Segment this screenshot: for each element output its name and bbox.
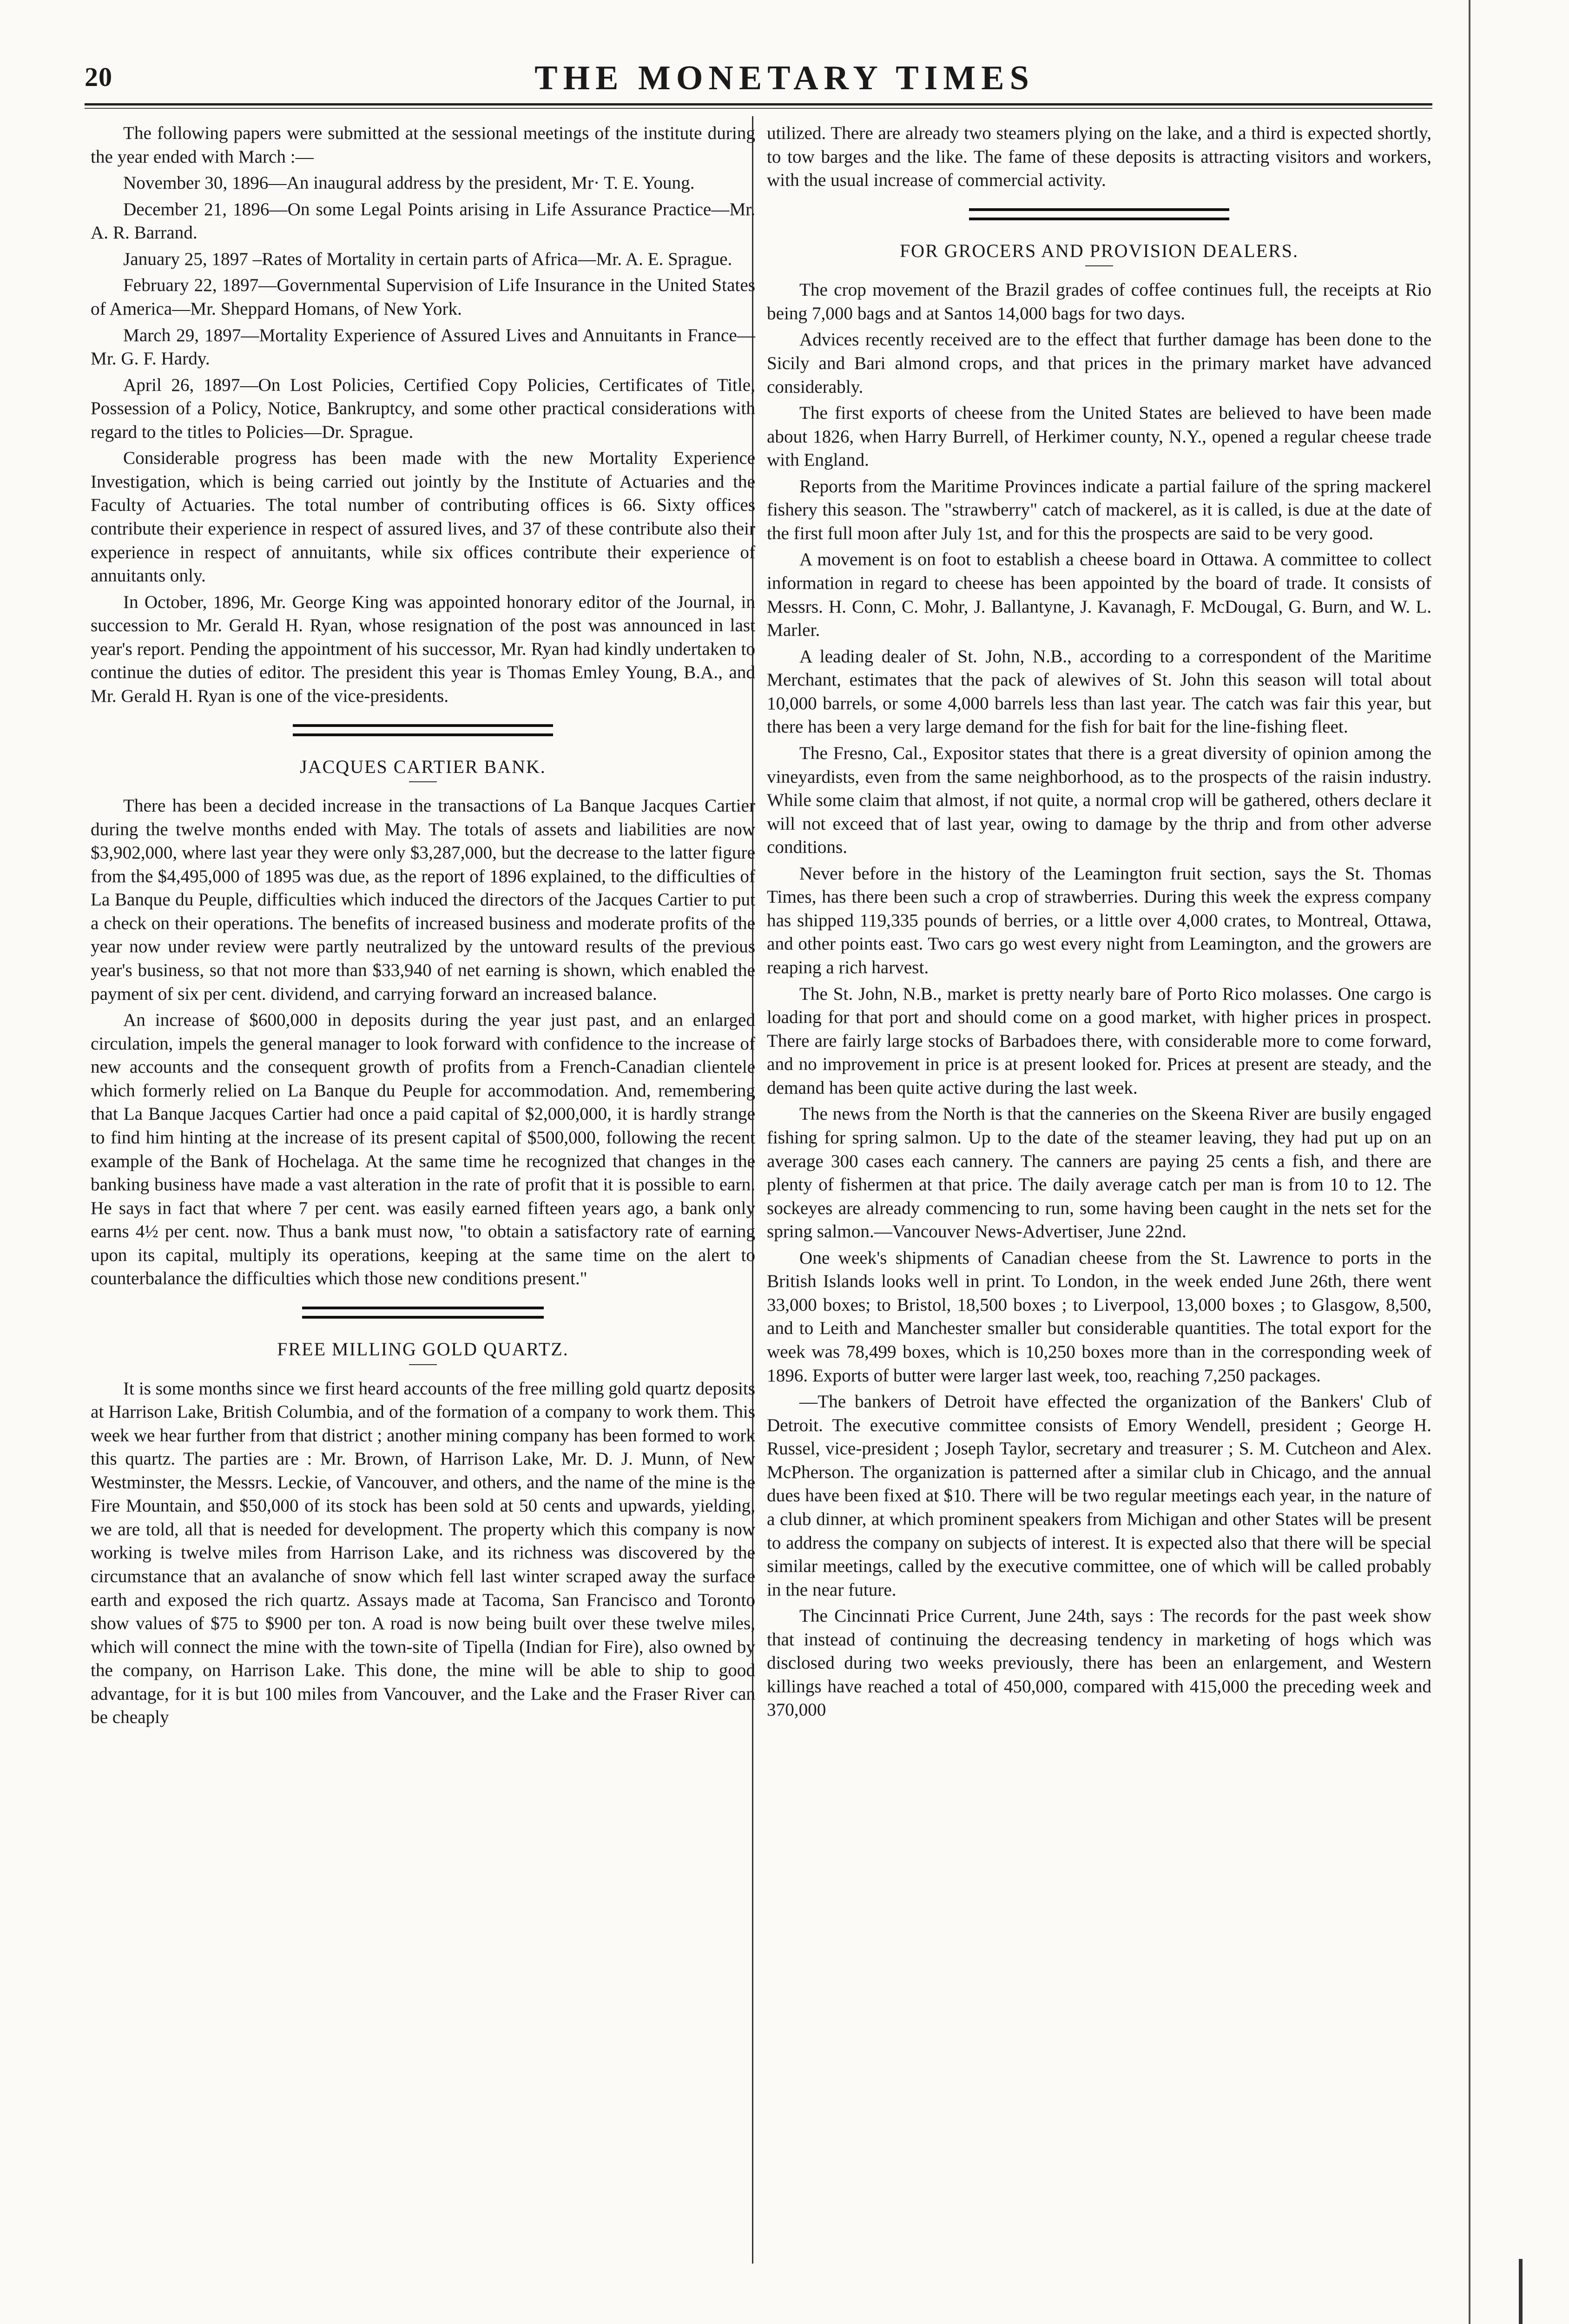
title-dash: [1085, 265, 1113, 266]
paragraph: One week's shipments of Canadian cheese from the St. Lawrence to ports in the British Islands looks well in print. To London, in the week ended June 26th, there went 33,000 boxes; to Bristol, 18,500 boxes ; to Liverpool, 13,000 boxes ; to Glasgow, 8,500, and to Leith and Manchester smaller but considerable quantities. The total export for the week was 78,499 boxes, which is 10,250 boxes more than in the corresponding week of 1896. Exports of butter were larger last week, too, reaching 7,250 packages.: [767, 1248, 1431, 1386]
page-number: 20: [85, 62, 112, 92]
paragraph: March 29, 1897—Mortality Experience of Assured Lives and Annuitants in France—Mr. G. F. Hardy.: [91, 325, 755, 369]
paragraph: The first exports of cheese from the United States are believed to have been made about 1826, when Harry Burrell, of Herkimer county, N.Y., opened a regular cheese trade with England.: [767, 403, 1431, 470]
right-column: [767, 122, 1431, 1725]
page-edge-mark: [1519, 2259, 1536, 2324]
paragraph: December 21, 1896—On some Legal Points arising in Life Assurance Practice—Mr. A. R. Barrand.: [91, 199, 755, 243]
title-dash: [409, 1364, 437, 1365]
paragraph: —The bankers of Detroit have effected the organization of the Bankers' Club of Detroit. The executive committee consists of Emory Wendell, president ; George H. Russel, vice-president ; Joseph Taylor, secretary and treasurer ; S. M. Cutcheon and Alex. McPherson. The organization is patterned after a similar club in Chicago, and the annual dues have been fixed at $10. There will be two regular meetings each year, in the nature of a club dinner, at which prominent speakers from Michigan and other States will be present to address the company on subjects of interest. It is expected also that there will be special similar meetings, called by the executive committee, one of which will be called probably in the near future.: [767, 1392, 1431, 1600]
article-title: FOR GROCERS AND PROVISION DEALERS.: [899, 240, 1299, 261]
paragraph: There has been a decided increase in the transactions of La Banque Jacques Cartier during the twelve months ended with May. The totals of assets and liabilities are now $3,902,000, where last year they were only $3,287,000, but the decrease to the latter figure from the $4,495,000 of 1895 was due, as the report of 1896 explained, to the difficulties of La Banque du Peuple, difficulties which induced the directors of the Jacques Cartier to put a check on their operations. The benefits of increased business and moderate profits of the year now under review were partly neutralized by the untoward results of the previous year's business, so that not more than $33,940 of net earning is shown, which enabled the payment of six per cent. dividend, and carrying forward an increased balance.: [91, 796, 755, 1004]
paragraph: It is some months since we first heard accounts of the free milling gold quartz deposits at Harrison Lake, British Columbia, and of the formation of a company to work them. This week we hear further from that district ; another mining company has been formed to work this quartz. The parties are : Mr. Brown, of Harrison Lake, Mr. D. J. Munn, of New Westminster, the Messrs. Leckie, of Vancouver, and others, and the name of the mine is the Fire Mountain, and $50,000 of its stock has been sold at 50 cents and upwards, yielding, we are told, all that is needed for development. The property which this company is now working is twelve miles from Harrison Lake, and its richness was discovered by the circumstance that an avalanche of snow which fell last winter scraped away the surface earth and exposed the rich quartz. Assays made at Tacoma, San Francisco and Toronto show values of $75 to $900 per ton. A road is now being built over these twelve miles, which will connect the mine with the town-site of Tipella (Indian for Fire), also owned by the company, on Harrison Lake. This done, the mine will be able to ship to good advantage, for it is but 100 miles from Vancouver, and the Lake and the Fraser River can be cheaply: [91, 1378, 755, 1728]
paragraph: An increase of $600,000 in deposits during the year just past, and an enlarged circulation, impels the general manager to look forward with confidence to the increase of new accounts and the consequent growth of profits from a French-Canadian clientele which formerly relied on La Banque du Peuple for accommodation. And, remembering that La Banque Jacques Cartier had once a paid capital of $2,000,000, it is hardly strange to find him hinting at the increase of its present capital of $500,000, following the recent example of the Bank of Hochelaga. At the same time he recognized that changes in the banking business have made a vast alteration in the rate of profit that it is possible to earn. He says in fact that where 7 per cent. was easily earned fifteen years ago, a bank only earns 4½ per cent. now. Thus a bank must now, "to obtain a satisfactory rate of earning upon its capital, multiply its operations, keeping at the same time on the alert to counterbalance the difficulties which those new conditions present.": [91, 1010, 755, 1289]
continued-paragraph: utilized. There are already two steamers plying on the lake, and a third is expected shortly, to tow barges and the like. The fame of these deposits is attracting visitors and workers, with the usual increase of commercial activity.: [767, 123, 1431, 191]
paragraph: Considerable progress has been made with the new Mortality Experience Investigation, which is being carried out jointly by the Institute of Actuaries and the Faculty of Actuaries. The total number of contributing offices is 66. Sixty offices contribute their experience in respect of assured lives, and 37 of these contribute also their experience in respect of annuitants, while six offices contribute their experience of annuitants only.: [91, 448, 755, 586]
paragraph: The Fresno, Cal., Expositor states that there is a great diversity of opinion among the vineyardists, even from the same neighborhood, as to the prospects of the raisin industry. While some claim that almost, if not quite, a normal crop will be gathered, others declare it will not exceed that of last year, owing to damage by the thrip and from other adverse conditions.: [767, 743, 1431, 858]
section-divider: [969, 208, 1229, 220]
header-rule: [85, 103, 1432, 109]
article-title: JACQUES CARTIER BANK.: [300, 756, 546, 777]
section-divider: [293, 724, 553, 736]
article-title: FREE MILLING GOLD QUARTZ.: [277, 1338, 569, 1360]
paragraph: The news from the North is that the canneries on the Skeena River are busily engaged fishing for spring salmon. Up to the date of the steamer leaving, they had put up on an average 300 cases each cannery. The canners are paying 25 cents a fish, and there are plenty of fishermen at that price. The daily average catch per man is from 10 to 12. The sockeyes are already commencing to run, some having been caught in the nets set for the spring salmon.—Vancouver News-Advertiser, June 22nd.: [767, 1104, 1431, 1242]
masthead: THE MONETARY TIMES: [534, 59, 1035, 97]
paragraph: The crop movement of the Brazil grades of coffee continues full, the receipts at Rio being 7,000 bags and at Santos 14,000 bags for two days.: [767, 280, 1431, 324]
article-grocers: [767, 239, 1431, 1722]
section-divider: [302, 1307, 544, 1319]
title-dash: [409, 781, 437, 782]
paragraph: November 30, 1896—An inaugural address by the president, Mr· T. E. Young.: [123, 173, 695, 193]
paragraph: February 22, 1897—Governmental Supervision of Life Insurance in the United States of America—Mr. Sheppard Homans, of New York.: [91, 275, 755, 319]
institute-papers: [91, 122, 755, 708]
paragraph: Advices recently received are to the effect that further damage has been done to the Sicily and Bari almond crops, and that prices in the primary market have advanced considerably.: [767, 330, 1431, 397]
paragraph: April 26, 1897—On Lost Policies, Certified Copy Policies, Certificates of Title, Possession of a Policy, Notice, Bankruptcy, and some other practical considerations with regard to the titles to Policies—Dr. Sprague.: [91, 375, 755, 442]
paragraph: Reports from the Maritime Provinces indicate a partial failure of the spring mackerel fishery this season. The "strawberry" catch of mackerel, as it is called, is due at the date of the first full moon after July 1st, and for this the prospects are said to be very good.: [767, 476, 1431, 543]
left-column: [91, 122, 755, 1732]
paragraph: In October, 1896, Mr. George King was appointed honorary editor of the Journal, in succession to Mr. Gerald H. Ryan, whose resignation of the post was announced in last year's report. Pending the appointment of his successor, Mr. Ryan had kindly undertaken to continue the duties of editor. The president this year is Thomas Emley Young, B.A., and Mr. Gerald H. Ryan is one of the vice-presidents.: [91, 592, 755, 706]
paragraph: The following papers were submitted at the sessional meetings of the institute during the year ended with March :—: [91, 123, 755, 167]
article-jacques-cartier: [91, 755, 755, 1291]
article-gold-quartz: [91, 1337, 755, 1730]
page-edge-rule: [1469, 0, 1470, 2324]
paragraph: Never before in the history of the Leamington fruit section, says the St. Thomas Times, has there been such a crop of strawberries. During this week the express company has shipped 119,335 pounds of berries, or a little over 4,000 crates, to Montreal, Ottawa, and other points east. Two cars go west every night from Leamington, and the growers are reaping a rich harvest.: [767, 863, 1431, 978]
paragraph: A movement is on foot to establish a cheese board in Ottawa. A committee to collect information in regard to cheese has been appointed by the board of trade. It consists of Messrs. H. Conn, C. Mohr, J. Ballantyne, J. Kavanagh, F. McDougal, G. Burn, and W. L. Marler.: [767, 549, 1431, 640]
paragraph: January 25, 1897 –Rates of Mortality in certain parts of Africa—Mr. A. E. Sprague.: [123, 249, 732, 269]
paragraph: The St. John, N.B., market is pretty nearly bare of Porto Rico molasses. One cargo is loading for that port and should come on a good market, with higher prices in prospect. There are fairly large stocks of Barbadoes there, with considerable more to come forward, and no improvement in price is at present looked for. Prices at present are steady, and the demand has been quite active during the last week.: [767, 984, 1431, 1098]
paragraph: The Cincinnati Price Current, June 24th, says : The records for the past week show that instead of continuing the decreasing tendency in marketing of hogs which was disclosed during two weeks previously, there has been an enlargement, and Western killings have reached a total of 450,000, compared with 415,000 the preceding week and 370,000: [767, 1606, 1431, 1720]
paragraph: A leading dealer of St. John, N.B., according to a correspondent of the Maritime Merchant, estimates that the pack of alewives of St. John this season will total about 10,000 barrels, or some 4,000 barrels less than last year. The catch was fair this year, but there has been a very large demand for the fish for bait for the line-fishing fleet.: [767, 646, 1431, 737]
